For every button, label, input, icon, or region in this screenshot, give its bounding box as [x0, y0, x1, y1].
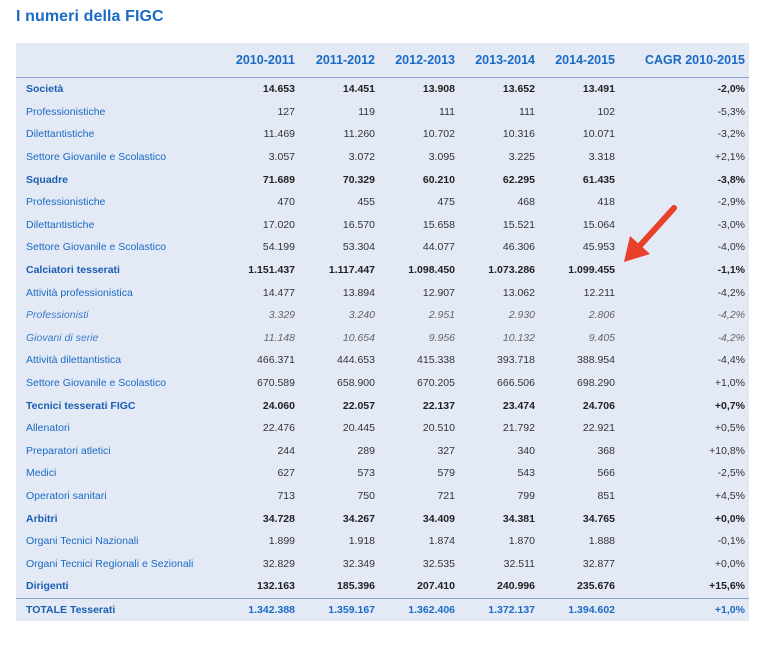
value-cell: 60.210 [422, 173, 455, 186]
value-cell: 666.506 [497, 377, 535, 390]
cagr-cell: +0,0% [714, 512, 745, 525]
value-cell: 13.908 [422, 83, 455, 96]
row-label: Arbitri [26, 512, 58, 525]
value-cell: 235.676 [577, 580, 615, 593]
cagr-cell: -2,9% [717, 196, 745, 209]
value-cell: 1.151.437 [248, 264, 295, 277]
value-cell: 3.240 [348, 309, 375, 322]
value-cell: 16.570 [342, 218, 375, 231]
value-cell: 1.099.455 [568, 264, 615, 277]
table-row [16, 575, 749, 598]
table-row [16, 304, 749, 327]
value-cell: 1.870 [508, 535, 535, 548]
value-cell: 13.652 [502, 83, 535, 96]
row-label: Settore Giovanile e Scolastico [26, 377, 167, 390]
cagr-cell: -4,4% [717, 354, 745, 367]
cagr-cell: -2,0% [717, 83, 745, 96]
value-cell: 2.806 [588, 309, 615, 322]
cagr-cell: +0,0% [714, 557, 745, 570]
value-cell: 713 [277, 489, 295, 502]
value-cell: 185.396 [337, 580, 375, 593]
cagr-cell: -3,8% [717, 173, 745, 186]
table-row [16, 123, 749, 146]
column-header-cagr: CAGR 2010-2015 [619, 43, 749, 78]
value-cell: 34.728 [262, 512, 295, 525]
value-cell: 22.137 [422, 399, 455, 412]
cagr-cell: +0,5% [714, 422, 745, 435]
value-cell: 3.329 [268, 309, 295, 322]
table-row [16, 146, 749, 169]
value-cell: 119 [358, 105, 375, 118]
value-cell: 3.057 [268, 151, 295, 164]
value-cell: 750 [357, 489, 375, 502]
value-cell: 1.342.388 [219, 598, 299, 621]
value-cell: 14.653 [262, 83, 295, 96]
value-cell: 3.072 [348, 151, 375, 164]
value-cell: 670.205 [417, 377, 455, 390]
row-label: Professionistiche [26, 105, 106, 118]
value-cell: 327 [437, 444, 455, 457]
value-cell: 10.071 [582, 128, 615, 141]
cagr-cell: -1,1% [717, 264, 745, 277]
value-cell: 22.476 [262, 422, 295, 435]
cagr-cell: +1,0% [714, 377, 745, 390]
value-cell: 54.199 [262, 241, 295, 254]
value-cell: 61.435 [582, 173, 615, 186]
value-cell: 207.410 [417, 580, 455, 593]
table-row [16, 78, 749, 101]
value-cell: 579 [437, 467, 455, 480]
value-cell: 62.295 [502, 173, 535, 186]
value-cell: 1.918 [348, 535, 375, 548]
value-cell: 10.654 [342, 331, 375, 344]
cagr-cell: -4,0% [717, 241, 745, 254]
row-label: Preparatori atletici [26, 444, 111, 457]
value-cell: 566 [597, 467, 615, 480]
value-cell: 1.888 [588, 535, 615, 548]
value-cell: 12.211 [583, 286, 615, 299]
value-cell: 12.907 [422, 286, 455, 299]
column-header-year: 2011-2012 [299, 43, 379, 78]
column-header-year: 2014-2015 [539, 43, 619, 78]
value-cell: 340 [517, 444, 535, 457]
value-cell: 573 [357, 467, 375, 480]
value-cell: 127 [277, 105, 295, 118]
value-cell: 111 [519, 105, 535, 118]
column-header-year: 2013-2014 [459, 43, 539, 78]
row-label: Giovani di serie [26, 331, 99, 344]
cagr-cell: +10,8% [709, 444, 745, 457]
row-label: Dilettantistiche [26, 218, 95, 231]
value-cell: 1.394.602 [539, 598, 619, 621]
value-cell: 470 [277, 196, 295, 209]
value-cell: 13.491 [582, 83, 615, 96]
table-row [16, 417, 749, 440]
value-cell: 11.469 [263, 128, 295, 141]
value-cell: 3.318 [588, 151, 615, 164]
value-cell: 393.718 [497, 354, 535, 367]
value-cell: 2.951 [428, 309, 455, 322]
value-cell: 32.535 [422, 557, 455, 570]
row-label: Medici [26, 467, 57, 480]
value-cell: 658.900 [337, 377, 375, 390]
value-cell: 45.953 [582, 241, 615, 254]
table-row [16, 440, 749, 463]
value-cell: 70.329 [342, 173, 375, 186]
table-row [16, 372, 749, 395]
value-cell: 20.445 [342, 422, 375, 435]
table-row [16, 462, 749, 485]
figc-numbers-table-panel [16, 43, 749, 621]
value-cell: 799 [517, 489, 535, 502]
value-cell: 368 [597, 444, 615, 457]
value-cell: 670.589 [257, 377, 295, 390]
value-cell: 53.304 [342, 241, 375, 254]
value-cell: 32.511 [503, 557, 535, 570]
row-label: Settore Giovanile e Scolastico [26, 151, 167, 164]
value-cell: 11.148 [263, 331, 295, 344]
cagr-cell: -3,2% [717, 128, 745, 141]
value-cell: 1.874 [428, 535, 455, 548]
cagr-cell: +4,5% [714, 489, 745, 502]
value-cell: 15.064 [582, 218, 615, 231]
row-label: Attività dilettantistica [26, 354, 122, 367]
value-cell: 32.349 [342, 557, 375, 570]
value-cell: 468 [517, 196, 535, 209]
cagr-cell: -5,3% [717, 105, 745, 118]
value-cell: 543 [517, 467, 535, 480]
value-cell: 34.381 [502, 512, 535, 525]
column-header-year: 2010-2011 [219, 43, 299, 78]
page-title: I numeri della FIGC [16, 8, 164, 25]
value-cell: 17.020 [262, 218, 295, 231]
row-label: Tecnici tesserati FIGC [26, 399, 136, 412]
row-label: Organi Tecnici Regionali e Sezionali [26, 557, 194, 570]
row-label: Calciatori tesserati [26, 264, 120, 277]
value-cell: 244 [277, 444, 295, 457]
value-cell: 13.062 [502, 286, 535, 299]
row-label: Professionistiche [26, 196, 106, 209]
table-row [16, 552, 749, 575]
value-cell: 111 [439, 105, 455, 118]
value-cell: 34.409 [422, 512, 455, 525]
table-row [16, 281, 749, 304]
value-cell: 444.653 [337, 354, 375, 367]
value-cell: 388.954 [577, 354, 615, 367]
value-cell: 44.077 [422, 241, 455, 254]
value-cell: 721 [437, 489, 455, 502]
value-cell: 10.132 [502, 331, 535, 344]
value-cell: 455 [357, 196, 375, 209]
value-cell: 14.451 [342, 83, 375, 96]
value-cell: 32.877 [582, 557, 615, 570]
value-cell: 1.372.137 [459, 598, 539, 621]
table-row [16, 101, 749, 124]
row-label: TOTALE Tesserati [16, 598, 219, 621]
value-cell: 22.057 [342, 399, 375, 412]
cagr-cell: -4,2% [717, 309, 745, 322]
row-label: Attività professionistica [26, 286, 133, 299]
table-row [16, 327, 749, 350]
value-cell: 627 [277, 467, 295, 480]
table-row [16, 507, 749, 530]
value-cell: 71.689 [262, 173, 295, 186]
value-cell: 1.362.406 [379, 598, 459, 621]
row-label: Allenatori [26, 422, 70, 435]
cagr-cell: +0,7% [714, 399, 745, 412]
value-cell: 10.702 [422, 128, 455, 141]
value-cell: 1.899 [268, 535, 295, 548]
cagr-cell: -4,2% [717, 331, 745, 344]
value-cell: 34.267 [342, 512, 375, 525]
cagr-cell: -3,0% [717, 218, 745, 231]
value-cell: 102 [597, 105, 615, 118]
cagr-cell: -4,2% [717, 286, 745, 299]
value-cell: 46.306 [502, 241, 535, 254]
value-cell: 3.225 [508, 151, 535, 164]
table-row [16, 349, 749, 372]
cagr-cell: +2,1% [714, 151, 745, 164]
value-cell: 21.792 [502, 422, 535, 435]
value-cell: 1.098.450 [408, 264, 455, 277]
table-row [16, 168, 749, 191]
value-cell: 418 [597, 196, 615, 209]
table-header-row [16, 43, 749, 78]
row-label: Organi Tecnici Nazionali [26, 535, 139, 548]
value-cell: 23.474 [502, 399, 535, 412]
value-cell: 698.290 [577, 377, 615, 390]
value-cell: 9.405 [588, 331, 615, 344]
value-cell: 24.706 [582, 399, 615, 412]
value-cell: 1.073.286 [488, 264, 535, 277]
value-cell: 15.658 [422, 218, 455, 231]
red-arrow-icon [622, 202, 682, 264]
cagr-cell: +15,6% [709, 580, 745, 593]
value-cell: 415.338 [417, 354, 455, 367]
value-cell: 466.371 [257, 354, 295, 367]
row-label: Società [26, 83, 64, 96]
value-cell: 1.359.167 [299, 598, 379, 621]
row-label: Settore Giovanile e Scolastico [26, 241, 167, 254]
value-cell: 9.956 [428, 331, 455, 344]
cagr-cell: -0,1% [717, 535, 745, 548]
value-cell: 2.930 [508, 309, 535, 322]
value-cell: 22.921 [582, 422, 615, 435]
value-cell: 240.996 [497, 580, 535, 593]
value-cell: 3.095 [428, 151, 455, 164]
row-label: Professionisti [26, 309, 89, 322]
value-cell: 13.894 [342, 286, 375, 299]
table-row [16, 394, 749, 417]
row-label: Dilettantistiche [26, 128, 95, 141]
row-label: Squadre [26, 173, 69, 186]
value-cell: 32.829 [262, 557, 295, 570]
table-row [16, 598, 749, 621]
value-cell: 20.510 [422, 422, 455, 435]
figc-numbers-table [16, 43, 749, 621]
table-row [16, 530, 749, 553]
value-cell: 289 [357, 444, 375, 457]
value-cell: 1.117.447 [328, 264, 375, 277]
column-header-label [16, 43, 219, 78]
value-cell: 15.521 [502, 218, 535, 231]
table-body [16, 78, 749, 622]
cagr-cell: -2,5% [717, 467, 745, 480]
value-cell: 11.260 [343, 128, 375, 141]
column-header-year: 2012-2013 [379, 43, 459, 78]
cagr-cell: +1,0% [619, 598, 749, 621]
value-cell: 14.477 [262, 286, 295, 299]
value-cell: 34.765 [582, 512, 615, 525]
row-label: Dirigenti [26, 580, 69, 593]
value-cell: 132.163 [257, 580, 295, 593]
table-row [16, 485, 749, 508]
value-cell: 851 [597, 489, 615, 502]
value-cell: 475 [437, 196, 455, 209]
value-cell: 10.316 [502, 128, 535, 141]
row-label: Operatori sanitari [26, 489, 107, 502]
value-cell: 24.060 [262, 399, 295, 412]
